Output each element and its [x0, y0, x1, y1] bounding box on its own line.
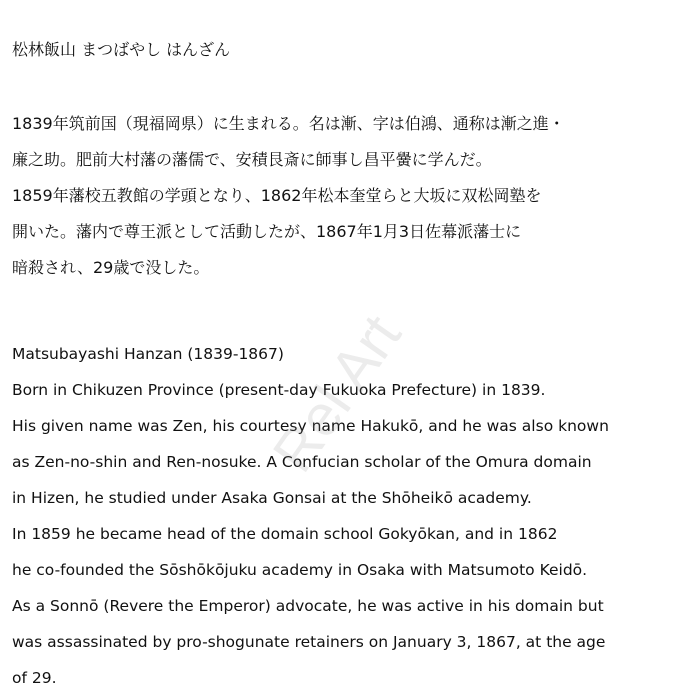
english-text-line: was assassinated by pro-shogunate retainers on January 3, 1867, at the age	[12, 633, 606, 651]
english-text-line: he co-founded the Sōshōkōjuku academy in Osaka with Matsumoto Keidō.	[12, 561, 588, 579]
english-text-line: in Hizen, he studied under Asaka Gonsai at the Shōheikō academy.	[12, 489, 532, 507]
japanese-text-line: 1859年藩校五教館の学頭となり、1862年松本奎堂らと大坂に双松岡塾を	[12, 186, 542, 205]
spacer	[12, 286, 688, 336]
english-heading: Matsubayashi Hanzan (1839-1867)	[12, 345, 284, 363]
japanese-text-line: 暗殺され、29歳で没した。	[12, 258, 210, 277]
watermark: Rel Art	[260, 303, 414, 484]
japanese-text-line: 開いた。藩内で尊王派として活動したが、1867年1月3日佐幕派藩士に	[12, 222, 522, 241]
english-text-line: as Zen-no-shin and Ren-nosuke. A Confucian scholar of the Omura domain	[12, 453, 592, 471]
japanese-title: 松林飯山 まつばやし はんざん	[12, 40, 231, 59]
english-text-line: His given name was Zen, his courtesy name Hakukō, and he was also known	[12, 417, 609, 435]
english-text-line: As a Sonnō (Revere the Emperor) advocate, he was active in his domain but	[12, 597, 604, 615]
english-text-line: Born in Chikuzen Province (present-day Fukuoka Prefecture) in 1839.	[12, 381, 546, 399]
english-text-line: In 1859 he became head of the domain school Gokyōkan, and in 1862	[12, 525, 558, 543]
english-text-line: of 29.	[12, 669, 57, 687]
document-body	[12, 36, 688, 696]
japanese-text-line: 廉之助。肥前大村藩の藩儒で、安積艮斎に師事し昌平黌に学んだ。	[12, 150, 492, 169]
spacer	[12, 64, 688, 106]
japanese-text-line: 1839年筑前国（現福岡県）に生まれる。名は漸、字は伯鴻、通称は漸之進・	[12, 114, 565, 133]
